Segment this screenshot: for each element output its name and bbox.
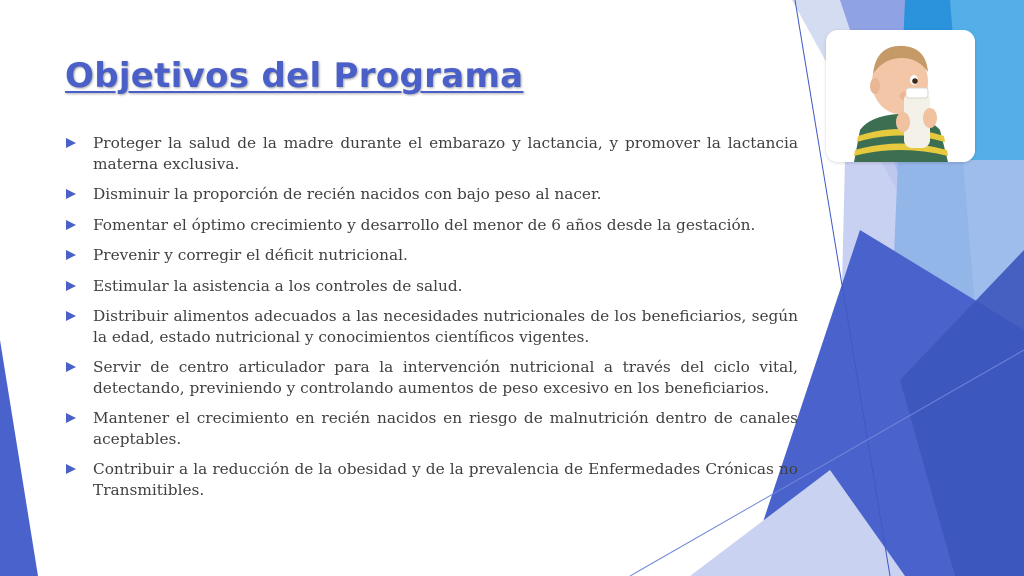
bullet-arrow-icon — [66, 413, 76, 423]
slide-title: Objetivos del Programa — [65, 56, 524, 96]
baby-illustration — [826, 30, 975, 162]
bullet-arrow-icon — [66, 281, 76, 291]
list-item — [64, 306, 798, 347]
bullet-arrow-icon — [66, 311, 76, 321]
bullet-arrow-icon — [66, 250, 76, 260]
list-item-text: Distribuir alimentos adecuados a las necesidades nutricionales de los beneficiarios, según la edad, estado nutricional y conocimientos científicos vigentes. — [93, 307, 798, 346]
list-item-text: Contribuir a la reducción de la obesidad y de la prevalencia de Enfermedades Crónicas no Transmitibles. — [93, 460, 798, 499]
list-item-text: Servir de centro articulador para la intervención nutricional a través del ciclo vital, detectando, previniendo y controlando aumentos de peso excesivo en los beneficiarios. — [93, 358, 798, 397]
list-item — [64, 184, 798, 205]
bullet-arrow-icon — [66, 138, 76, 148]
list-item-text: Estimular la asistencia a los controles de salud. — [93, 276, 463, 295]
list-item — [64, 276, 798, 297]
list-item — [64, 133, 798, 174]
bullet-arrow-icon — [66, 362, 76, 372]
bg-shape-left-edge — [0, 340, 38, 576]
list-item — [64, 245, 798, 266]
baby-photo — [826, 30, 975, 162]
list-item-text: Disminuir la proporción de recién nacidos con bajo peso al nacer. — [93, 185, 602, 203]
list-item-text: Fomentar el óptimo crecimiento y desarrollo del menor de 6 años desde la gestación. — [93, 215, 756, 234]
bullet-arrow-icon — [66, 464, 76, 474]
list-item-text: Mantener el crecimiento en recién nacidos en riesgo de malnutrición dentro de canales aceptables. — [93, 409, 798, 448]
list-item-text: Proteger la salud de la madre durante el embarazo y lactancia, y promover la lactancia materna exclusiva. — [93, 134, 798, 173]
bullet-arrow-icon — [66, 189, 76, 199]
list-item — [64, 408, 798, 449]
bullet-arrow-icon — [66, 220, 76, 230]
baby-photo-reflection — [826, 163, 975, 203]
list-item — [64, 459, 798, 500]
list-item — [64, 215, 798, 236]
list-item-text: Prevenir y corregir el déficit nutricional. — [93, 246, 408, 264]
objectives-list — [64, 133, 798, 510]
list-item — [64, 357, 798, 398]
